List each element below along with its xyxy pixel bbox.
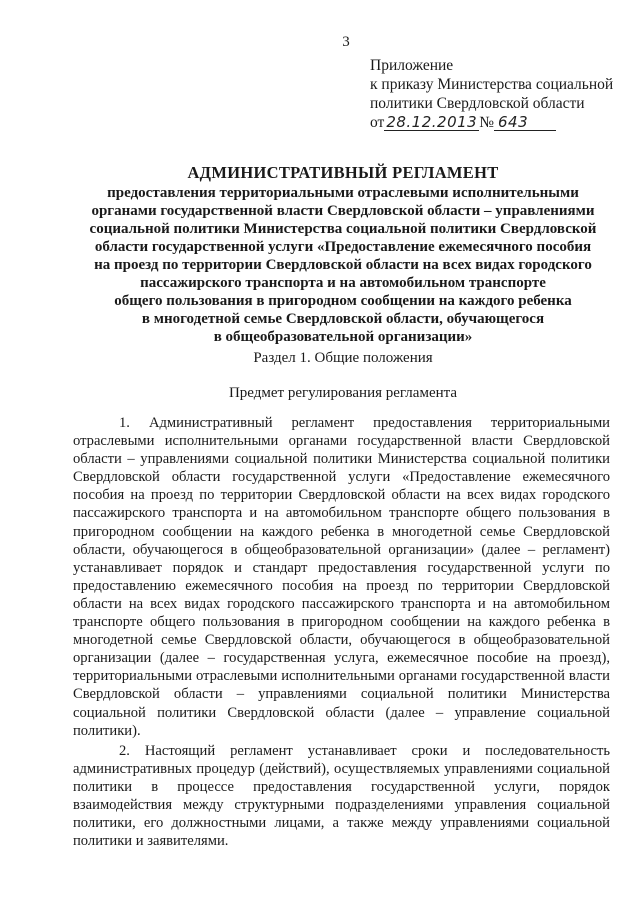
title-line: в многодетной семье Свердловской области, обучающегося <box>141 311 545 327</box>
paragraph-1: 1. Административный регламент предоставления территориальными отраслевыми исполнительными органами государственной власти Свердловской области – управлениями социальной политики Министерства социальной политики Свердловской области государственной услуги «Предоставление ежемесячного пособия на проезд по территории Свердловской области на всех видах городского пассажирского транспорта и на автомобильном транспорте общего пользования в пригородном сообщении на каждого ребенка в многодетной семье Свердловской области, обучающегося в общеобразовательной организации» (далее – регламент) устанавливает порядок и стандарт предоставления государственной услуги по предоставлению ежемесячного пособия на проезд по территории Свердловской области на всех видах городского пассажирского транспорта и на автомобильном транспорте общего пользования в пригородном сообщении на каждого ребенка в многодетной семье Свердловской области, обучающегося в общеобразовательной организации (далее – государственная услуга, ежемесячное пособие на проезд), территориальными отраслевыми исполнительными органами государственной власти Свердловской области – управлениями социальной политики Министерства социальной политики Свердловской области (далее – управление социальной политики). <box>73 415 610 739</box>
title-line: общего пользования в пригородном сообщении на каждого ребенка <box>114 293 572 309</box>
title-line: социальной политики Министерства социальной политики Свердловской <box>89 221 597 237</box>
appendix-date-line <box>370 113 613 132</box>
appendix-label: Приложение <box>370 57 454 74</box>
document-body <box>73 414 610 852</box>
section-subheading: Предмет регулирования регламента <box>228 385 458 401</box>
title-line: предоставления территориальными отраслевыми исполнительными <box>107 185 579 201</box>
paragraph-2: 2. Настоящий регламент устанавливает сроки и последовательность административных процедур (действий), осуществляемых управлениями социальной политики в процессе предоставления государственной услуги, порядок взаимодействия между структурными подразделениями управления социальной политики, его должностными лицами, а также между управлениями социальной политики и заявителями. <box>73 742 610 850</box>
title-main: АДМИНИСТРАТИВНЫЙ РЕГЛАМЕНТ <box>187 163 499 182</box>
title-subtitle <box>60 184 626 346</box>
section-heading: Раздел 1. Общие положения <box>253 350 433 366</box>
title-line: органами государственной власти Свердловской области – управлениями <box>91 203 595 219</box>
appendix-ministry-line: политики Свердловской области <box>370 95 585 112</box>
title-line: области государственной услуги «Предоставление ежемесячного пособия <box>94 239 592 255</box>
date-prefix: от <box>370 114 385 131</box>
handwritten-date: 28.12.2013 <box>386 113 478 131</box>
handwritten-number: 643 <box>494 115 556 131</box>
title-line: пассажирского транспорта и на автомобильном транспорте <box>140 275 546 291</box>
document-title <box>60 162 626 346</box>
page-number: 3 <box>342 34 350 50</box>
number-prefix: № <box>479 114 495 131</box>
appendix-order-line: к приказу Министерства социальной <box>370 76 614 93</box>
title-line: на проезд по территории Свердловской области на всех видах городского <box>94 257 592 273</box>
appendix-block <box>370 56 613 132</box>
title-line: в общеобразовательной организации» <box>213 329 473 345</box>
